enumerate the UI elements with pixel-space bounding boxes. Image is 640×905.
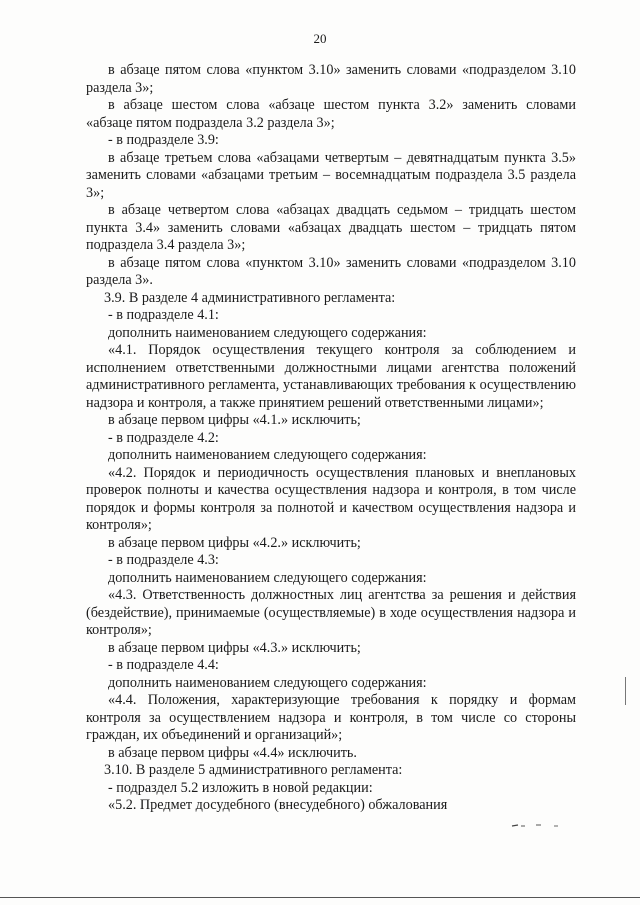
- paragraph: в абзаце пятом слова «пунктом 3.10» заменить словами «подразделом 3.10 раздела 3»;: [86, 62, 576, 96]
- paragraph: в абзаце третьем слова «абзацами четвертым – девятнадцатым пункта 3.5» заменить словами «абзацами третьим – восемнадцатым подраздела 3.5 раздела 3»;: [86, 149, 576, 201]
- paragraph: «5.2. Предмет досудебного (внесудебного) обжалования: [108, 797, 448, 813]
- paragraph: «4.4. Положения, характеризующие требования к порядку и формам контроля за осуществлением надзора и контроля, в том числе со стороны граждан, их объединений и организаций»;: [86, 692, 576, 743]
- paragraph: - в подразделе 3.9:: [108, 132, 219, 148]
- document-body: [86, 62, 576, 815]
- paragraph: - в подразделе 4.4:: [108, 657, 219, 673]
- paragraph: в абзаце четвертом слова «абзацах двадцать седьмом – тридцать шестом пункта 3.4» заменить словами «абзацах двадцать шестом – тридцать пятом подраздела 3.4 раздела 3»;: [86, 202, 576, 253]
- scan-artifact-mark: [510, 821, 562, 829]
- paragraph: «4.1. Порядок осуществления текущего контроля за соблюдением и исполнением ответственными должностными лицами агентства положений административного регламента, устанавливающих требования к осуществлению надзора и контроля, а также принятием решений ответственными лицами»;: [86, 342, 576, 411]
- paragraph: - подраздел 5.2 изложить в новой редакции:: [108, 779, 373, 796]
- paragraph: в абзаце пятом слова «пунктом 3.10» заменить словами «подразделом 3.10 раздела 3».: [86, 254, 576, 288]
- paragraph: «4.3. Ответственность должностных лиц агентства за решения и действия (бездействие), принимаемые (осуществляемые) в ходе осуществления надзора и контроля»;: [86, 587, 576, 638]
- paragraph: в абзаце первом цифры «4.1.» исключить;: [108, 412, 361, 428]
- paragraph: в абзаце шестом слова «абзаце шестом пункта 3.2» заменить словами «абзаце пятом подраздела 3.2 раздела 3»;: [86, 97, 576, 131]
- page-bottom-edge: [0, 897, 640, 898]
- paragraph: - в подразделе 4.2:: [108, 429, 219, 446]
- paragraph: 3.10. В разделе 5 административного регламента:: [104, 762, 403, 778]
- paragraph: дополнить наименованием следующего содержания:: [108, 447, 427, 463]
- paragraph: - в подразделе 4.1:: [108, 307, 219, 323]
- paragraph: в абзаце первом цифры «4.2.» исключить;: [108, 534, 361, 551]
- paragraph: дополнить наименованием следующего содержания:: [108, 674, 427, 691]
- scan-edge-mark: [625, 677, 626, 705]
- paragraph: дополнить наименованием следующего содержания:: [108, 569, 427, 586]
- paragraph: дополнить наименованием следующего содержания:: [108, 324, 427, 341]
- paragraph: в абзаце первом цифры «4.4» исключить.: [108, 744, 357, 761]
- paragraph: в абзаце первом цифры «4.3.» исключить;: [108, 639, 361, 656]
- paragraph: «4.2. Порядок и периодичность осуществления плановых и внеплановых проверок полноты и качества осуществления надзора и контроля, в том числе порядок и формы контроля за полнотой и качеством осуществления надзора и контроля»;: [86, 464, 576, 533]
- paragraph: 3.9. В разделе 4 административного регламента:: [104, 289, 396, 306]
- page-number: 20: [313, 31, 327, 46]
- paragraph: - в подразделе 4.3:: [108, 552, 219, 568]
